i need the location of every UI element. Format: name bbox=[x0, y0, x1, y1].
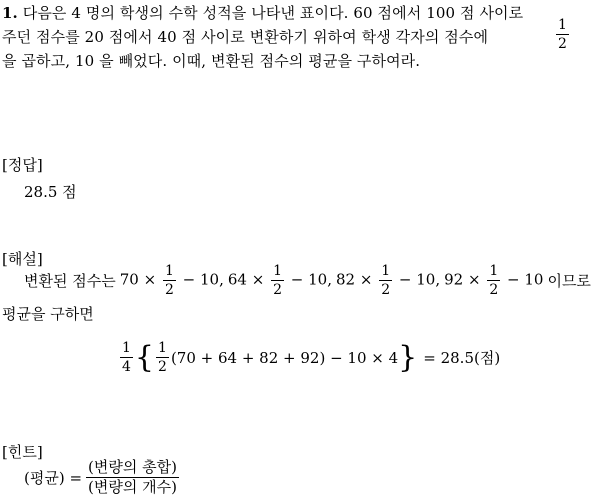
hint-denominator: (변량의 개수) bbox=[88, 478, 177, 496]
explanation-term-3: 82 × $\frac{1}{2}$ − 10, bbox=[335, 263, 441, 298]
hint-lhs: (평균) = bbox=[24, 469, 83, 487]
problem-number: 1. bbox=[2, 4, 18, 22]
hint-fraction bbox=[86, 460, 179, 495]
explanation-intro: 변환된 점수는 bbox=[24, 272, 116, 290]
formula-inner-body: (70 + 64 + 82 + 92) − 10 × 4 bbox=[170, 348, 399, 367]
explanation-line-1 bbox=[24, 264, 591, 297]
problem-text-2: 주던 점수를 20 점에서 40 점 사이로 변환하기 위하여 학생 각자의 점수에 bbox=[2, 28, 489, 46]
problem-frac-num: 1 bbox=[558, 17, 567, 33]
formula-inner-fraction: $\frac{1}{2}$ bbox=[158, 340, 167, 375]
formula-outer-fraction: $\frac{1}{4}$ bbox=[122, 340, 131, 375]
hint-heading: [힌트] bbox=[2, 443, 43, 461]
hint-numerator: (변량의 총합) bbox=[88, 458, 177, 476]
hint-formula bbox=[24, 460, 181, 495]
explanation-heading: [해설] bbox=[2, 250, 43, 268]
problem-fraction bbox=[554, 18, 571, 51]
problem-text-3: 을 곱하고, 10 을 빼었다. 이때, 변환된 점수의 평균을 구하여라. bbox=[2, 52, 421, 70]
explanation-term-1: 70 × $\frac{1}{2}$ − 10, bbox=[119, 263, 224, 298]
formula-right-brace: } bbox=[398, 339, 418, 375]
explanation-line-2: 평균을 구하면 bbox=[2, 305, 94, 323]
formula-left-brace: { bbox=[134, 339, 155, 375]
problem-text-1: 다음은 4 명의 학생의 수학 성적을 나타낸 표이다. 60 점에서 100 점 사이로 bbox=[22, 4, 524, 22]
answer-heading: [정답] bbox=[2, 156, 43, 174]
problem-frac-den: 2 bbox=[558, 36, 567, 52]
explanation-formula bbox=[118, 341, 500, 374]
answer-value: 28.5 점 bbox=[24, 183, 77, 201]
problem-line-3 bbox=[2, 50, 420, 71]
formula-result: = 28.5(점) bbox=[423, 349, 501, 367]
problem-line-2 bbox=[2, 26, 488, 47]
problem-line-1 bbox=[2, 2, 523, 23]
explanation-term-2: 64 × $\frac{1}{2}$ − 10, bbox=[227, 263, 332, 298]
explanation-term-4: 92 × $\frac{1}{2}$ − 10 bbox=[444, 263, 544, 298]
explanation-tail: 이므로 bbox=[547, 272, 591, 290]
